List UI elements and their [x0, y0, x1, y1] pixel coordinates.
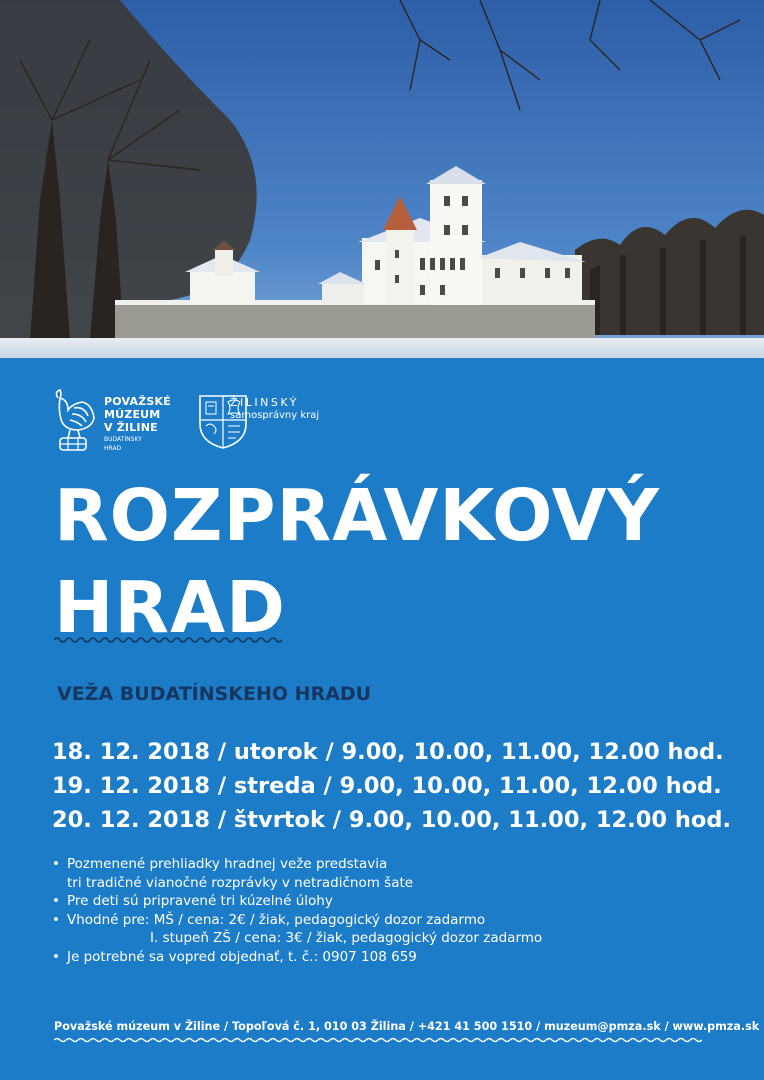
list-item-continuation: I. stupeň ZŠ / cena: 3€ / žiak, pedagogický dozor zadarmo	[150, 930, 543, 946]
museum-logo-line3: V ŽILINE	[104, 421, 158, 434]
bullet-text: Vhodné pre: MŠ / cena: 2€ / žiak, pedagogický dozor zadarmo	[67, 911, 486, 928]
dates-list	[52, 735, 731, 837]
bullet-icon: •	[52, 948, 60, 965]
title-wave-underline	[54, 636, 286, 644]
info-list	[52, 855, 542, 966]
bullet-icon: •	[52, 856, 60, 872]
list-item	[52, 892, 542, 911]
bullet-text: Pre deti sú pripravené tri kúzelné úlohy	[67, 893, 333, 909]
bullet-text: Je potrebné sa vopred objednať, t. č.: 0907 108 659	[67, 948, 417, 965]
museum-logo-small1: BUDATÍNSKY	[104, 436, 142, 443]
footer-wave-underline	[54, 1036, 708, 1044]
date-line: 20. 12. 2018 / štvrtok / 9.00, 10.00, 11.00, 12.00 hod.	[52, 807, 731, 833]
list-item	[52, 855, 542, 874]
museum-logo-small2: HRAD	[104, 445, 122, 452]
region-logo-title: ŽILINSKÝ	[230, 396, 299, 409]
bullet-icon: •	[52, 893, 60, 909]
museum-logo-line2: MÚZEUM	[104, 408, 161, 421]
region-logo-subtitle: samosprávny kraj	[230, 410, 320, 421]
rooster-logo-icon	[48, 388, 98, 452]
list-item	[52, 948, 542, 967]
date-line: 19. 12. 2018 / streda / 9.00, 10.00, 11.00, 12.00 hod.	[52, 773, 722, 799]
date-line: 18. 12. 2018 / utorok / 9.00, 10.00, 11.00, 12.00 hod.	[52, 739, 724, 765]
castle-photo	[0, 0, 764, 358]
title-line-2: HRAD	[54, 566, 286, 649]
footer-contact: Považské múzeum v Žiline / Topoľová č. 1, 010 03 Žilina / +421 41 500 1510 / muzeum@pmza.sk / www.pmza.sk	[54, 1020, 760, 1033]
list-item-continuation: tri tradičné vianočné rozprávky v netradičnom šate	[67, 874, 414, 891]
subtitle: VEŽA BUDATÍNSKEHO HRADU	[57, 683, 372, 705]
bullet-text: Pozmenené prehliadky hradnej veže predstavia	[67, 856, 388, 872]
list-item	[52, 911, 542, 930]
bullet-icon: •	[52, 911, 60, 928]
museum-logo-line1: POVAŽSKÉ	[104, 395, 171, 408]
title-line-1: ROZPRÁVKOVÝ	[54, 474, 660, 557]
